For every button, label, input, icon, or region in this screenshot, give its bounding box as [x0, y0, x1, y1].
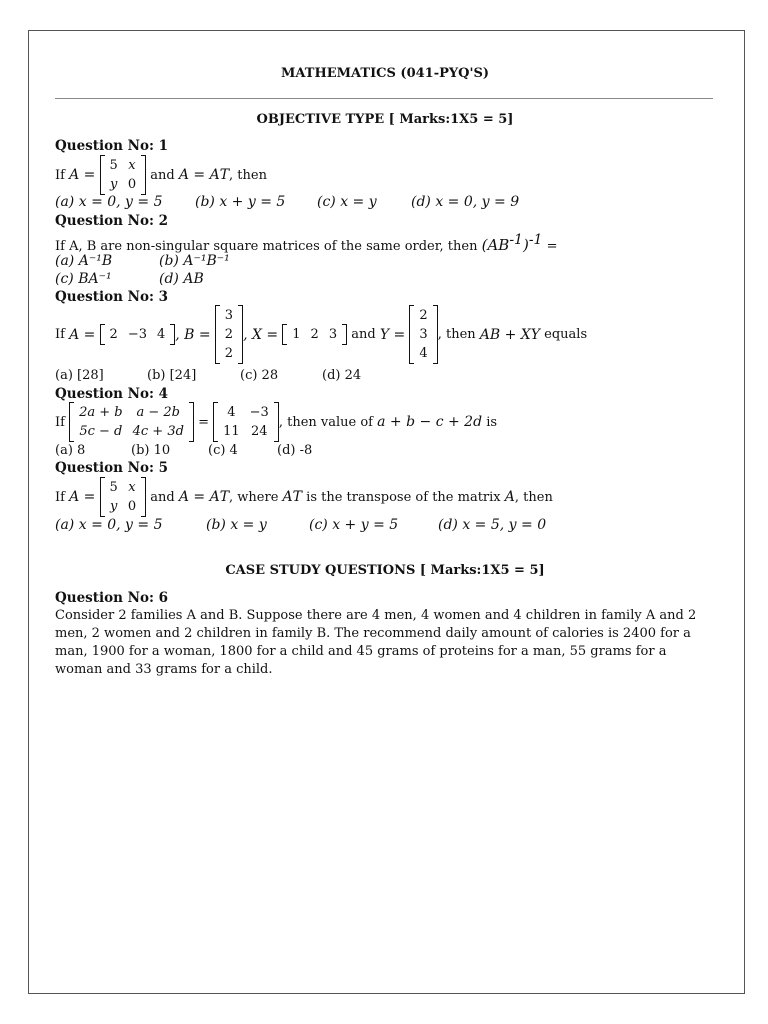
- q5-option-d: (d) x = 5, y = 0: [438, 517, 547, 533]
- q4-option-a: (a) 8: [55, 443, 86, 458]
- q4-matrix-rhs: [213, 402, 279, 442]
- q3-y-eq: Y =: [379, 326, 406, 343]
- q3-x2: 2: [310, 327, 319, 342]
- q3-b-eq: , B =: [175, 326, 211, 343]
- question-4-stem: [55, 402, 497, 442]
- question-4-heading: Question No: 4: [55, 386, 169, 402]
- q5-at-sup: T: [292, 489, 303, 505]
- q4-then: , then value of: [278, 414, 373, 430]
- q4-l22: 4c + 3d: [132, 424, 184, 439]
- q5-matrix: [100, 477, 147, 517]
- q5-where: , where: [229, 489, 279, 505]
- q3-option-d: (d) 24: [322, 368, 362, 383]
- q5-m22: 0: [127, 499, 137, 514]
- question-3-heading: Question No: 3: [55, 289, 169, 305]
- q5-rest: is the transpose of the matrix: [306, 489, 501, 505]
- q5-option-a: (a) x = 0, y = 5: [55, 517, 163, 533]
- q4-option-c: (c) 4: [208, 443, 238, 458]
- q1-option-d: (d) x = 0, y = 9: [411, 194, 520, 210]
- q2-expr-sup2: -1: [528, 232, 543, 248]
- question-2-stem: [55, 232, 558, 254]
- q3-option-c: (c) 28: [240, 368, 279, 383]
- q2-option-b: (b) A⁻¹B⁻¹: [159, 253, 230, 269]
- q4-r12: −3: [249, 405, 269, 420]
- q1-and: and: [150, 167, 175, 183]
- q3-y2: 3: [419, 327, 428, 342]
- q5-cond-sup: T: [219, 489, 230, 505]
- section-heading-case-study: CASE STUDY QUESTIONS [ Marks:1X5 = 5]: [225, 563, 545, 578]
- q3-a3: 4: [156, 327, 166, 342]
- q5-and: and: [150, 489, 175, 505]
- q2-option-d: (d) AB: [159, 271, 204, 287]
- q4-l12: a − 2b: [136, 405, 181, 420]
- q5-m12: x: [128, 480, 136, 495]
- q3-b3: 2: [224, 346, 234, 361]
- q3-if: If: [55, 327, 65, 342]
- q5-m11: 5: [109, 480, 118, 495]
- q1-cond-sup: T: [219, 167, 230, 183]
- page-title: MATHEMATICS (041-PYQ'S): [281, 66, 489, 81]
- q3-a2: −3: [127, 327, 147, 342]
- q5-cond: A = A: [178, 489, 220, 505]
- q3-a1: 2: [109, 327, 118, 342]
- q3-x-eq: , X =: [243, 326, 279, 343]
- question-1-stem: [55, 155, 267, 195]
- q3-then: , then: [437, 327, 476, 342]
- q5-if: If: [55, 489, 65, 505]
- q3-and: and: [351, 327, 376, 342]
- question-2-heading: Question No: 2: [55, 213, 169, 229]
- q3-b2: 2: [224, 327, 234, 342]
- title-divider: [55, 98, 713, 99]
- q3-a-eq: A =: [69, 326, 96, 343]
- section-heading-objective: OBJECTIVE TYPE [ Marks:1X5 = 5]: [256, 112, 514, 127]
- q1-option-a: (a) x = 0, y = 5: [55, 194, 163, 210]
- q1-m12: x: [128, 158, 136, 173]
- q1-m22: 0: [127, 177, 137, 192]
- q2-option-a: (a) A⁻¹B: [55, 253, 113, 269]
- question-1-heading: Question No: 1: [55, 138, 169, 154]
- q5-a-eq: A =: [69, 489, 96, 505]
- q4-is: is: [486, 414, 498, 430]
- q3-b1: 3: [224, 308, 234, 323]
- q2-expr-sup: -1: [509, 232, 523, 248]
- q1-option-c: (c) x = y: [317, 194, 377, 210]
- q2-expr: (AB: [481, 236, 510, 254]
- q1-option-b: (b) x + y = 5: [195, 194, 286, 210]
- q2-expr-close: ): [522, 236, 529, 254]
- q4-option-d: (d) -8: [277, 443, 313, 458]
- q3-x1: 1: [292, 327, 301, 342]
- q3-matrix-b: [215, 305, 243, 364]
- q3-matrix-y: [409, 305, 437, 364]
- q4-if: If: [55, 414, 65, 430]
- q5-m21: y: [109, 499, 118, 514]
- q3-option-a: (a) [28]: [55, 368, 104, 383]
- q5-option-c: (c) x + y = 5: [309, 517, 399, 533]
- q1-if: If: [55, 167, 65, 183]
- q5-option-b: (b) x = y: [206, 517, 267, 533]
- q3-option-b: (b) [24]: [147, 368, 197, 383]
- q1-then: , then: [229, 167, 267, 183]
- q1-matrix: [100, 155, 147, 195]
- q1-m21: y: [109, 177, 118, 192]
- q3-y1: 2: [419, 308, 428, 323]
- q3-y3: 4: [419, 346, 428, 361]
- q4-r11: 4: [227, 405, 236, 420]
- q2-text: If A, B are non-singular square matrices of the same order, then: [55, 239, 478, 254]
- q3-matrix-x: [282, 324, 347, 345]
- q2-option-c: (c) BA⁻¹: [55, 271, 112, 287]
- question-6-text: Consider 2 families A and B. Suppose there are 4 men, 4 women and 4 children in family A and 2 men, 2 women and 2 children in family B. The recommend daily amount of calories is 2400 for a man, 1900 for a woman, 1800 for a child and 45 grams of proteins for a man, 55 grams for a woman and 33 grams for a child.: [55, 608, 697, 677]
- q3-x3: 3: [328, 327, 338, 342]
- question-6-heading: Question No: 6: [55, 590, 169, 606]
- q4-r21: 11: [223, 424, 240, 439]
- question-5-heading: Question No: 5: [55, 460, 169, 476]
- question-3-stem: [55, 305, 587, 364]
- q5-at: A: [282, 489, 293, 505]
- q4-l11: 2a + b: [79, 405, 123, 420]
- q4-r22: 24: [250, 424, 268, 439]
- q4-option-b: (b) 10: [131, 443, 171, 458]
- question-5-stem: [55, 477, 553, 517]
- q1-cond: A = A: [178, 167, 220, 183]
- q3-equals: equals: [544, 327, 588, 342]
- q4-eq: =: [198, 414, 209, 430]
- q2-expr-eq: =: [542, 239, 558, 254]
- q5-a: A: [504, 489, 515, 505]
- q1-a-eq: A =: [69, 167, 96, 183]
- q5-then: , then: [514, 489, 553, 505]
- q4-l21: 5c − d: [79, 424, 123, 439]
- q3-expr: AB + XY: [479, 326, 541, 343]
- q3-matrix-a: [100, 324, 176, 345]
- q1-m11: 5: [109, 158, 118, 173]
- q4-expr: a + b − c + 2d: [377, 414, 483, 430]
- q4-matrix-lhs: [69, 402, 194, 442]
